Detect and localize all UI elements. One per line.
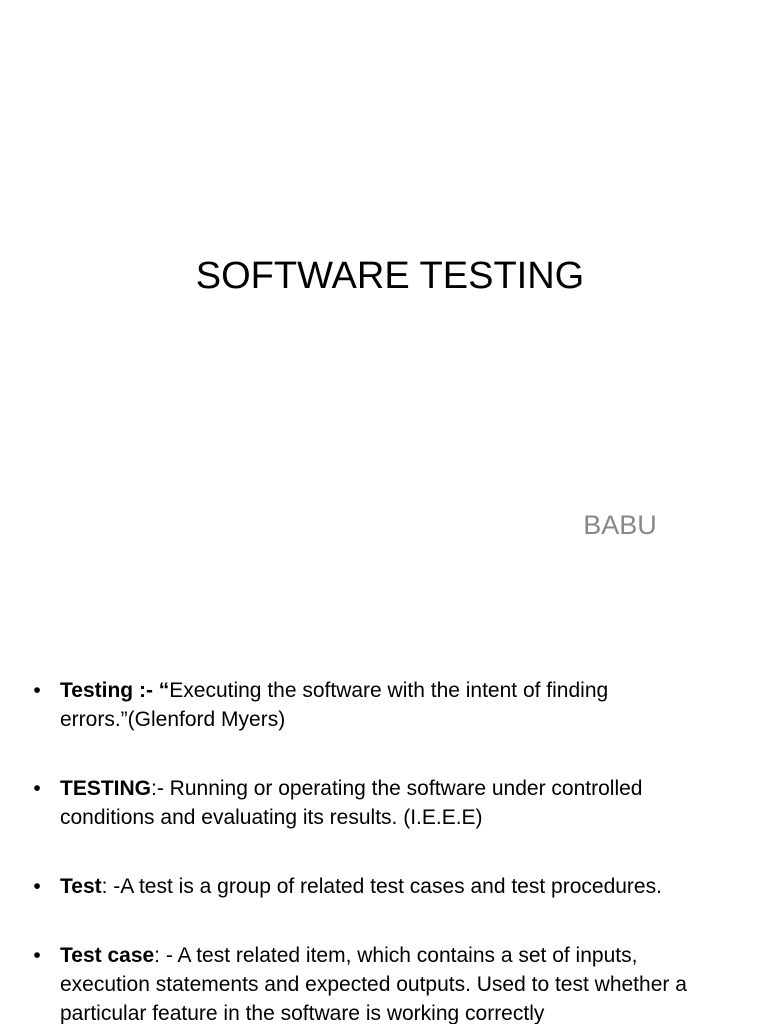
bullet-item-testing	[30, 676, 720, 734]
bullet-term: Test	[60, 875, 102, 898]
bullet-text: Executing the software with the intent of finding errors.”(Glenford Myers)	[60, 679, 609, 731]
bullet-dot-icon: •	[33, 679, 41, 702]
bullet-dot-icon: •	[33, 944, 41, 967]
bullet-text: : -A test is a group of related test cases and test procedures.	[101, 875, 662, 898]
bullet-dot-icon: •	[33, 875, 41, 898]
bullet-list	[30, 676, 720, 1024]
slide-subtitle: BABU	[583, 510, 657, 540]
slide-title: SOFTWARE TESTING	[195, 255, 585, 297]
bullet-text: : - A test related item, which contains a set of inputs, execution statements and expected outputs. Used to test whether a particular feature in the software is working correctly	[60, 944, 687, 1024]
bullet-item-testing-ieee	[30, 774, 720, 832]
bullet-item-test-case	[30, 941, 720, 1024]
bullet-term: TESTING	[60, 777, 152, 800]
bullet-item-test	[30, 872, 720, 901]
bullet-dot-icon: •	[33, 777, 41, 800]
bullet-term: Test case	[60, 944, 155, 967]
bullet-text: :- Running or operating the software under controlled conditions and evaluating its results. (I.E.E.E)	[60, 777, 643, 829]
bullet-term: Testing :- “	[60, 679, 170, 702]
